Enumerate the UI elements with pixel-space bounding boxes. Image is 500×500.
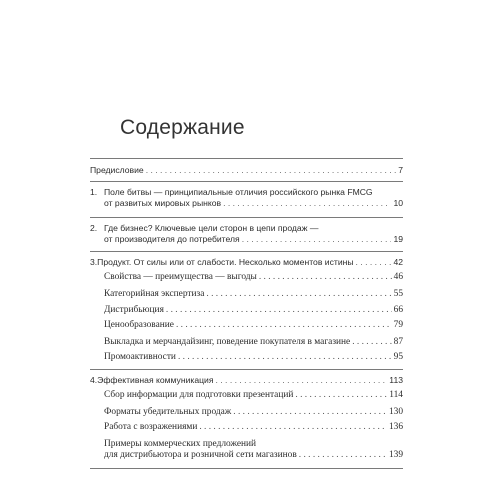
dot-leader	[178, 352, 392, 363]
dot-leader	[299, 450, 387, 461]
toc-subentry-label: Выкладка и мерчандайзинг, поведение покупателя в магазине	[104, 337, 351, 347]
dot-leader	[223, 198, 391, 209]
dot-leader	[259, 272, 392, 283]
toc-page-number: 136	[388, 422, 403, 432]
toc-subentry-label: Промоактивности	[104, 352, 176, 362]
toc-page-number: 19	[393, 234, 403, 244]
chapter-number: 4.	[90, 375, 98, 385]
toc-entry-chapter-2[interactable]	[90, 223, 403, 245]
toc-page-number: 130	[388, 407, 403, 417]
toc-subentry[interactable]	[104, 352, 403, 363]
toc-page-number: 42	[393, 257, 403, 267]
chapter-number: 2.	[90, 223, 98, 233]
divider	[90, 217, 403, 218]
toc-subentry-label: Свойства — преимущества — выгоды	[104, 272, 257, 282]
dot-leader	[242, 234, 392, 245]
toc-entry-label-continued: от развитых мировых рынков	[104, 198, 222, 208]
toc-subentry[interactable]	[104, 289, 403, 300]
page-title: Содержание	[120, 116, 245, 139]
dot-leader	[216, 375, 388, 386]
toc-entry-label: Продукт. От силы или от слабости. Несколько моментов истины	[97, 257, 354, 267]
dot-leader	[199, 422, 387, 433]
dot-leader	[206, 289, 391, 300]
dot-leader	[146, 165, 397, 176]
toc-entry-preface[interactable]	[90, 165, 403, 176]
toc-entry-chapter-4[interactable]	[90, 375, 403, 386]
toc-page-number: 7	[398, 165, 403, 175]
toc-subentry[interactable]	[104, 320, 403, 331]
dot-leader	[166, 305, 392, 316]
toc-page-number: 55	[393, 289, 403, 299]
toc-subentry-label: Дистрибьюция	[104, 305, 164, 315]
divider	[90, 158, 403, 159]
toc-entry-chapter-3[interactable]	[90, 257, 403, 268]
toc-entry-chapter-1[interactable]	[90, 187, 403, 209]
toc-page-number: 10	[393, 198, 403, 208]
toc-subentry[interactable]	[104, 337, 403, 348]
toc-entry-label-continued: от производителя до потребителя	[104, 234, 240, 244]
toc-subentry-label: Примеры коммерческих предложений	[104, 439, 257, 449]
toc-subentry[interactable]	[104, 390, 403, 401]
toc-subentry[interactable]	[104, 272, 403, 283]
toc-subentry-label: Работа с возражениями	[104, 422, 198, 432]
toc-subentry-label: Категорийная экспертиза	[104, 289, 205, 299]
divider	[90, 369, 403, 370]
toc-page-number: 66	[393, 305, 403, 315]
toc-subentry[interactable]	[104, 407, 403, 418]
dot-leader	[352, 337, 391, 348]
chapter-number: 3.	[90, 257, 98, 267]
toc-page-number: 114	[389, 390, 403, 400]
toc-subentry[interactable]	[104, 422, 403, 433]
toc-subentry-label-continued: для дистрибьютора и розничной сети магазинов	[104, 450, 297, 460]
toc-subentry[interactable]	[104, 439, 403, 461]
toc-page-number: 87	[393, 337, 403, 347]
toc-entry-label: Поле битвы — принципиальные отличия российского рынка FMCG	[104, 187, 373, 197]
dot-leader	[295, 390, 387, 401]
dot-leader	[233, 407, 387, 418]
toc-entry-label: Эффективная коммуникация	[97, 375, 214, 385]
toc-page-number: 113	[389, 375, 403, 385]
toc-subentry[interactable]	[104, 305, 403, 316]
toc-entry-label: Где бизнес? Ключевые цели сторон в цепи продаж —	[104, 223, 319, 233]
toc-subentry-label: Ценообразование	[104, 320, 174, 330]
toc-entry-label: Предисловие	[90, 165, 144, 175]
dot-leader	[176, 320, 392, 331]
dot-leader	[356, 257, 392, 268]
divider	[90, 468, 403, 469]
divider	[90, 251, 403, 252]
toc-page-number: 139	[388, 450, 403, 460]
toc-subentry-label: Сбор информации для подготовки презентаций	[104, 390, 294, 400]
toc-page-number: 79	[393, 320, 403, 330]
toc-page-number: 46	[393, 272, 403, 282]
toc-page-number: 95	[393, 352, 403, 362]
divider	[90, 181, 403, 182]
toc-subentry-label: Форматы убедительных продаж	[104, 407, 232, 417]
chapter-number: 1.	[90, 187, 98, 197]
